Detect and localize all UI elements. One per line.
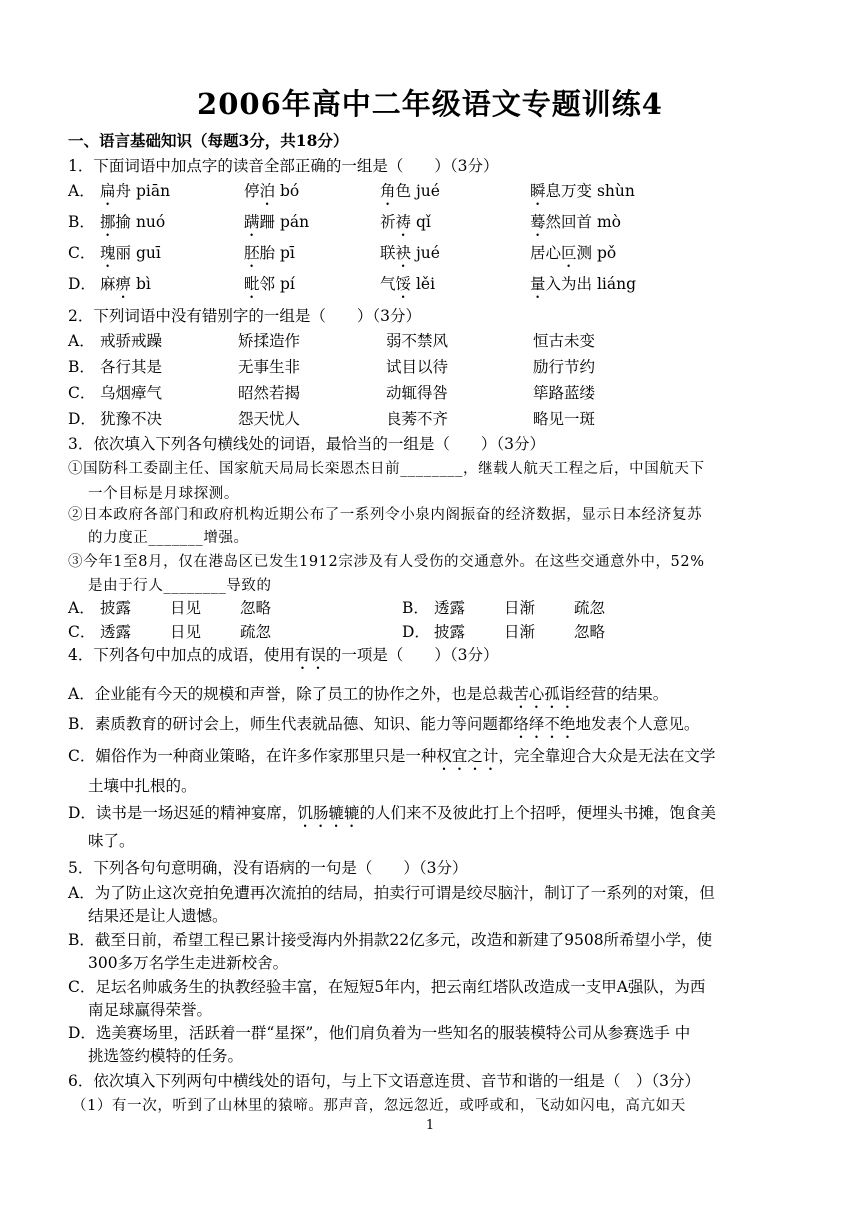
emphasis-char: 痹 — [115, 275, 132, 293]
emphasis-text: 饥肠辘辘 — [297, 804, 360, 822]
option-word: 疏忽 — [574, 599, 606, 617]
option-word: 弱不禁风 — [386, 332, 449, 350]
option-word: 筚路蓝缕 — [533, 384, 596, 402]
q5-option-a: A．为了防止这次竞拍免遭再次流拍的结局，拍卖行可谓是绞尽脑汁，制订了一系列的对策，但 — [68, 884, 715, 902]
option-word: 动辄得咎 — [386, 384, 449, 402]
emphasis-char: 馁 — [395, 275, 412, 293]
option-item: 麻痹 bì — [100, 275, 151, 293]
emphasis-char: 瞬 — [530, 182, 546, 200]
option-label: C． — [68, 623, 96, 641]
q4-option-c: C．媚俗作为一种商业策略，在许多作家那里只是一种权宜之计，完全靠迎合大众是无法在文学 — [68, 747, 716, 765]
option-word: 乌烟瘴气 — [100, 384, 163, 402]
option-word: 良莠不齐 — [386, 410, 449, 428]
option-item: 角色 jué — [380, 182, 440, 200]
emphasis-char: 袂 — [395, 244, 412, 262]
option-label: D． — [68, 275, 96, 293]
option-label: B． — [68, 213, 95, 231]
emphasis-char: 挪 — [100, 213, 116, 231]
option-word: 犹豫不决 — [100, 410, 163, 428]
emphasis-text: 络绎不绝 — [513, 715, 576, 733]
emphasis-char: 毗 — [244, 275, 260, 293]
q1-stem: 1．下面词语中加点字的读音全部正确的一组是（ ）（3分） — [68, 157, 499, 175]
q5-option-a-cont: 结果还是让人遗憾。 — [88, 907, 228, 925]
option-word: 日见 — [170, 623, 202, 641]
option-word: 戒骄戒躁 — [100, 332, 163, 350]
option-label: B． — [402, 599, 429, 617]
q5-stem: 5．下列各句句意明确，没有语病的一句是（ ）（3分） — [68, 859, 468, 877]
q3-sentence-1: ①国防科工委副主任、国家航天局局长栾恩杰日前________，继载人航天工程之后，中国航天下 — [68, 461, 705, 477]
option-word: 矫揉造作 — [238, 332, 301, 350]
q5-option-c-cont: 南足球赢得荣誉。 — [88, 1001, 213, 1019]
option-word: 恒古未变 — [533, 332, 596, 350]
option-word: 披露 — [100, 599, 132, 617]
option-word: 透露 — [434, 599, 466, 617]
q5-option-d-cont: 挑选签约模特的任务。 — [88, 1047, 244, 1065]
q3-sentence-3: ③今年1至8月，仅在港岛区已发生1912宗涉及有人受伤的交通意外。在这些交通意外中，52% — [68, 554, 705, 570]
option-label: A． — [68, 332, 95, 350]
section-heading: 一、语言基础知识（每题3分，共18分） — [68, 131, 349, 150]
option-word: 疏忽 — [240, 623, 272, 641]
q6-stem: 6．依次填入下列两句中横线处的语句，与上下文语意连贯、音节和谐的一组是（ ）（3分） — [68, 1072, 700, 1090]
option-label: A． — [68, 182, 95, 200]
option-word: 怨天忧人 — [238, 410, 301, 428]
emphasis-char: 蹒 — [244, 213, 260, 231]
option-word: 昭然若揭 — [238, 384, 301, 402]
emphasis-char: 瑰 — [100, 244, 116, 262]
q5-option-b: B．截至日前，希望工程已累计接受海内外捐款22亿多元，改造和新建了9508所希望小学，使 — [68, 931, 713, 949]
q3-sentence-1-cont: 一个目标是月球探测。 — [88, 486, 239, 502]
option-item: 胚胎 pī — [244, 244, 295, 262]
emphasis-char: 叵 — [561, 244, 577, 262]
page-number: 1 — [425, 1118, 435, 1133]
option-item: 量入为出 liáng — [530, 275, 637, 293]
q3-sentence-2: ②日本政府各部门和政府机构近期公布了一系列令小泉内阁振奋的经济数据，显示日本经济复苏 — [68, 507, 703, 523]
option-label: B． — [68, 358, 95, 376]
q4-stem: 4．下列各句中加点的成语，使用有误的一项是（ ）（3分） — [68, 646, 499, 664]
option-item: 停泊 bó — [244, 182, 300, 200]
option-label: C． — [68, 384, 96, 402]
q5-option-c: C．足坛名帅戚务生的执教经验丰富，在短短5年内，把云南红塔队改造成一支甲A强队，为西 — [68, 978, 706, 996]
option-word: 励行节约 — [533, 358, 596, 376]
option-word: 无事生非 — [238, 358, 301, 376]
option-word: 略见一斑 — [533, 410, 596, 428]
emphasis-char: 胚 — [244, 244, 260, 262]
option-label: A． — [68, 599, 95, 617]
option-item: 蹒跚 pán — [244, 213, 310, 231]
emphasis-char: 泊 — [259, 182, 276, 200]
q2-stem: 2．下列词语中没有错别字的一组是（ ）（3分） — [68, 307, 421, 325]
option-item: 瞬息万变 shùn — [530, 182, 635, 200]
option-word: 各行其是 — [100, 358, 163, 376]
q4-option-d: D．读书是一场迟延的精神宴席，饥肠辘辘的人们来不及彼此打上个招呼，便埋头书摊，饱食美 — [68, 804, 716, 822]
q4-option-d-cont: 味了。 — [88, 832, 135, 850]
q3-stem: 3．依次填入下列各句横线处的词语，最恰当的一组是（ ）（3分） — [68, 435, 545, 453]
emphasis-text: 权宜之计 — [436, 747, 499, 765]
option-item: 挪揄 nuó — [100, 213, 166, 231]
q5-option-d: D．选美赛场里，活跃着一群“星探”，他们肩负着为一些知名的服装模特公司从参赛选手 中 — [68, 1024, 691, 1042]
option-item: 气馁 lěi — [380, 275, 436, 293]
option-item: 蓦然回首 mò — [530, 213, 621, 231]
q3-sentence-3-cont: 是由于行人________导致的 — [88, 578, 272, 594]
option-item: 联袂 jué — [380, 244, 440, 262]
option-label: C． — [68, 244, 96, 262]
q4-option-b: B．素质教育的研讨会上，师生代表就品德、知识、能力等问题都络绎不绝地发表个人意见。 — [68, 715, 700, 733]
q3-sentence-2-cont: 的力度正_______增强。 — [88, 530, 249, 546]
option-item: 祈祷 qǐ — [380, 213, 431, 231]
option-word: 日见 — [170, 599, 202, 617]
option-word: 忽略 — [240, 599, 272, 617]
option-label: D． — [68, 410, 96, 428]
option-word: 日渐 — [504, 623, 536, 641]
q5-option-b-cont: 300多万名学生走进新校舍。 — [88, 954, 289, 972]
emphasis-text: 苦心孤诣 — [513, 685, 576, 703]
option-label: D． — [402, 623, 430, 641]
option-word: 披露 — [434, 623, 466, 641]
option-word: 忽略 — [574, 623, 606, 641]
q6-passage-1: （1）有一次，听到了山林里的猿啼。那声音，忽远忽近，或呼或和，飞动如闪电，高亢如天 — [72, 1098, 686, 1114]
emphasis-char: 量 — [530, 275, 546, 293]
emphasis-char: 蓦 — [530, 213, 546, 231]
option-item: 毗邻 pí — [244, 275, 295, 293]
option-word: 日渐 — [504, 599, 536, 617]
option-item: 居心叵测 pǒ — [530, 244, 617, 262]
emphasis-char: 祷 — [395, 213, 412, 231]
option-word: 试目以待 — [386, 358, 449, 376]
q4-option-a: A．企业能有今天的规模和声誉，除了员工的协作之外，也是总裁苦心孤诣经营的结果。 — [68, 685, 669, 703]
document-title: 2006年高中二年级语文专题训练4 — [197, 87, 663, 121]
emphasis-char: 扁 — [100, 182, 116, 200]
option-item: 瑰丽 guī — [100, 244, 161, 262]
emphasis-char: 角 — [380, 182, 396, 200]
option-item: 扁舟 piān — [100, 182, 171, 200]
emphasis-text: 有误 — [294, 646, 326, 664]
q4-option-c-cont: 土壤中扎根的。 — [88, 777, 197, 795]
option-word: 透露 — [100, 623, 132, 641]
